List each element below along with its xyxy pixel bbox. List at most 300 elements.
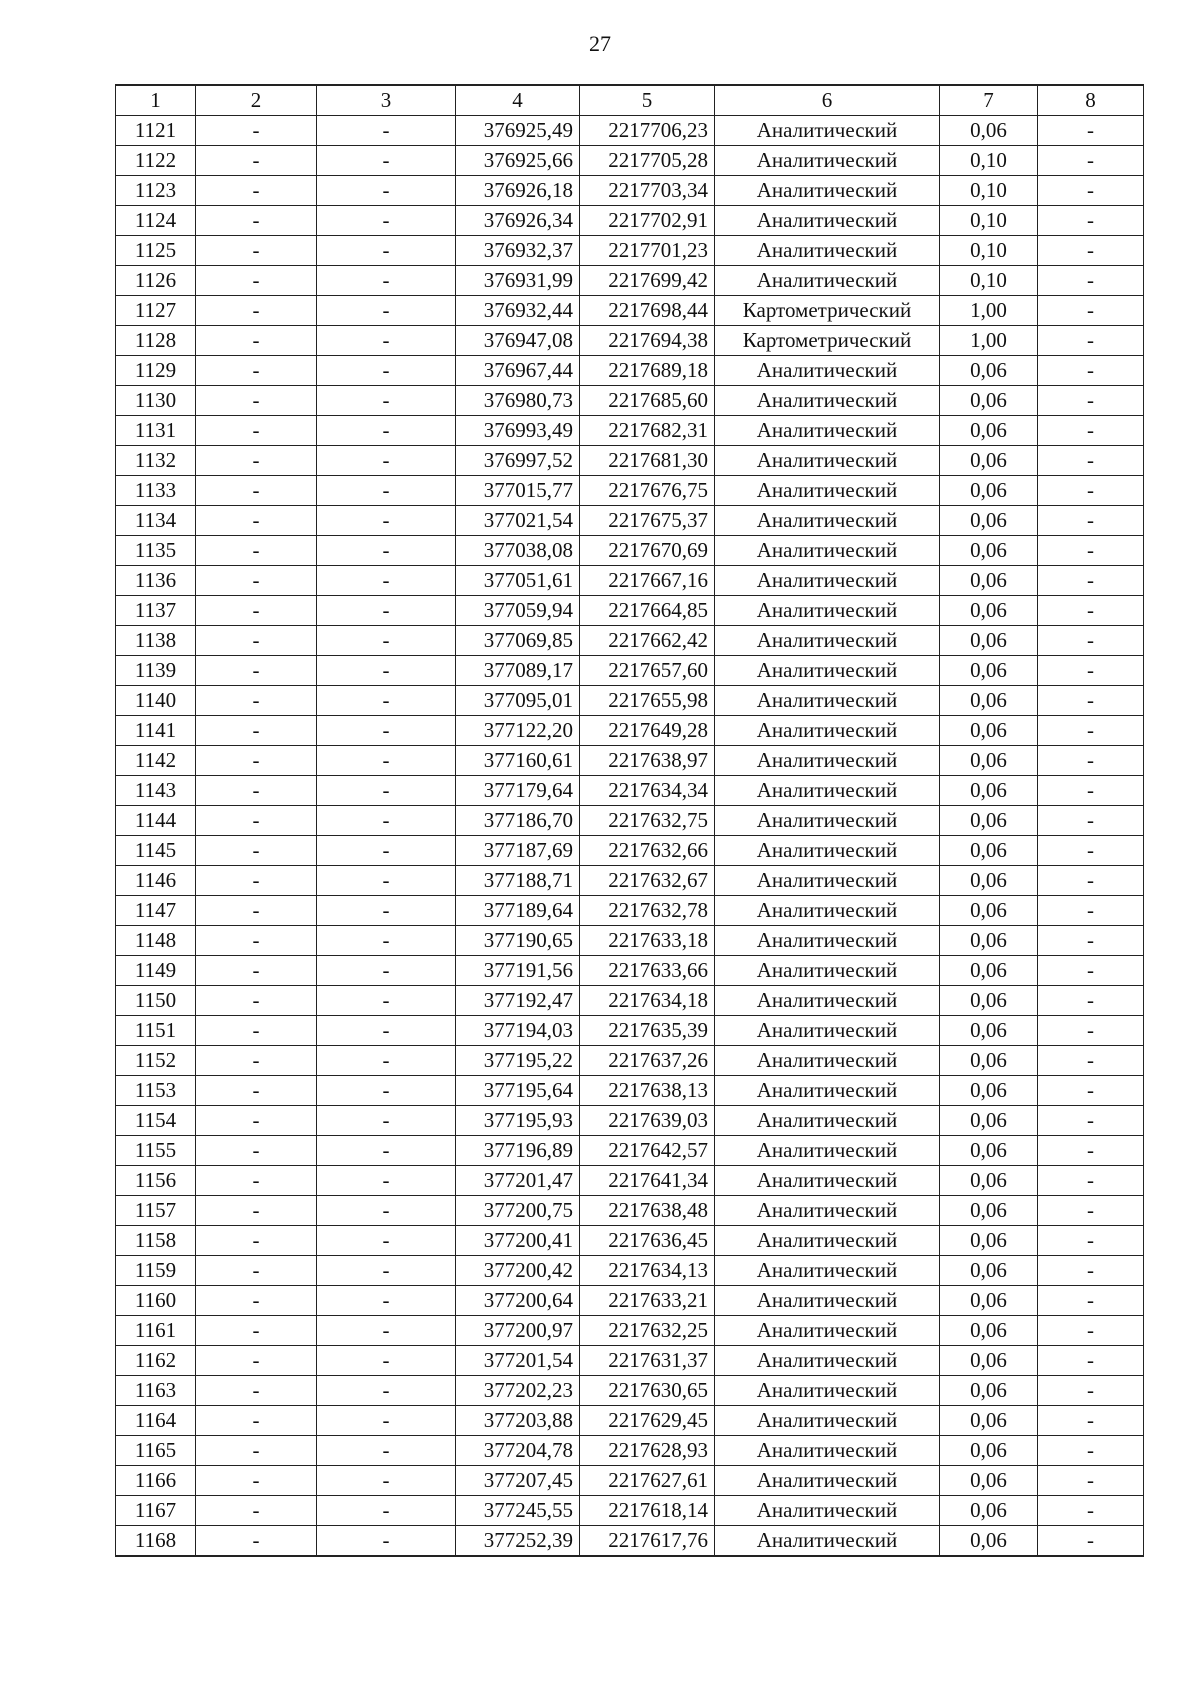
x-coordinate-cell: 376932,44 — [456, 296, 580, 326]
table-row — [116, 176, 1144, 206]
accuracy-cell: 0,06 — [940, 1436, 1038, 1466]
x-coordinate-cell: 377245,55 — [456, 1496, 580, 1526]
y-coordinate-cell: 2217634,18 — [580, 986, 715, 1016]
x-coordinate-cell: 377195,22 — [456, 1046, 580, 1076]
y-coordinate-cell: 2217618,14 — [580, 1496, 715, 1526]
x-coordinate-cell: 376931,99 — [456, 266, 580, 296]
x-coordinate-cell: 376925,66 — [456, 146, 580, 176]
point-number-cell: 1138 — [116, 626, 196, 656]
y-coordinate-cell: 2217641,34 — [580, 1166, 715, 1196]
col8-cell: - — [1038, 866, 1144, 896]
method-cell: Аналитический — [715, 1316, 940, 1346]
col8-cell: - — [1038, 716, 1144, 746]
y-coordinate-cell: 2217667,16 — [580, 566, 715, 596]
accuracy-cell: 0,06 — [940, 506, 1038, 536]
col2-cell: - — [196, 476, 317, 506]
col2-cell: - — [196, 1526, 317, 1557]
col8-cell: - — [1038, 776, 1144, 806]
col2-cell: - — [196, 716, 317, 746]
method-cell: Аналитический — [715, 896, 940, 926]
col3-cell: - — [317, 686, 456, 716]
col8-cell: - — [1038, 1286, 1144, 1316]
col3-cell: - — [317, 266, 456, 296]
col3-cell: - — [317, 626, 456, 656]
col2-cell: - — [196, 1106, 317, 1136]
table-row — [116, 836, 1144, 866]
x-coordinate-cell: 377069,85 — [456, 626, 580, 656]
method-cell: Аналитический — [715, 1016, 940, 1046]
col3-cell: - — [317, 956, 456, 986]
x-coordinate-cell: 376980,73 — [456, 386, 580, 416]
point-number-cell: 1158 — [116, 1226, 196, 1256]
col8-cell: - — [1038, 1256, 1144, 1286]
y-coordinate-cell: 2217633,66 — [580, 956, 715, 986]
accuracy-cell: 0,06 — [940, 836, 1038, 866]
col8-cell: - — [1038, 416, 1144, 446]
x-coordinate-cell: 376947,08 — [456, 326, 580, 356]
y-coordinate-cell: 2217634,13 — [580, 1256, 715, 1286]
point-number-cell: 1130 — [116, 386, 196, 416]
table-row — [116, 476, 1144, 506]
col2-cell: - — [196, 896, 317, 926]
x-coordinate-cell: 376926,18 — [456, 176, 580, 206]
y-coordinate-cell: 2217676,75 — [580, 476, 715, 506]
col8-cell: - — [1038, 596, 1144, 626]
x-coordinate-cell: 376967,44 — [456, 356, 580, 386]
accuracy-cell: 0,06 — [940, 1166, 1038, 1196]
table-row — [116, 416, 1144, 446]
method-cell: Аналитический — [715, 986, 940, 1016]
accuracy-cell: 0,06 — [940, 1466, 1038, 1496]
method-cell: Аналитический — [715, 146, 940, 176]
col3-cell: - — [317, 1496, 456, 1526]
method-cell: Аналитический — [715, 356, 940, 386]
point-number-cell: 1165 — [116, 1436, 196, 1466]
point-number-cell: 1153 — [116, 1076, 196, 1106]
accuracy-cell: 0,06 — [940, 956, 1038, 986]
table-body — [116, 116, 1144, 1557]
col3-cell: - — [317, 446, 456, 476]
accuracy-cell: 0,06 — [940, 1286, 1038, 1316]
col3-cell: - — [317, 1406, 456, 1436]
accuracy-cell: 0,06 — [940, 626, 1038, 656]
x-coordinate-cell: 377203,88 — [456, 1406, 580, 1436]
col2-cell: - — [196, 686, 317, 716]
col3-cell: - — [317, 506, 456, 536]
accuracy-cell: 0,06 — [940, 536, 1038, 566]
point-number-cell: 1147 — [116, 896, 196, 926]
col3-cell: - — [317, 236, 456, 266]
column-header: 8 — [1038, 85, 1144, 116]
col3-cell: - — [317, 416, 456, 446]
x-coordinate-cell: 377188,71 — [456, 866, 580, 896]
accuracy-cell: 1,00 — [940, 296, 1038, 326]
y-coordinate-cell: 2217636,45 — [580, 1226, 715, 1256]
col2-cell: - — [196, 146, 317, 176]
y-coordinate-cell: 2217627,61 — [580, 1466, 715, 1496]
y-coordinate-cell: 2217635,39 — [580, 1016, 715, 1046]
y-coordinate-cell: 2217637,26 — [580, 1046, 715, 1076]
col3-cell: - — [317, 1316, 456, 1346]
accuracy-cell: 0,06 — [940, 986, 1038, 1016]
method-cell: Аналитический — [715, 1406, 940, 1436]
col2-cell: - — [196, 1136, 317, 1166]
col3-cell: - — [317, 296, 456, 326]
method-cell: Картометрический — [715, 326, 940, 356]
point-number-cell: 1126 — [116, 266, 196, 296]
coordinates-table — [115, 84, 1144, 1557]
point-number-cell: 1161 — [116, 1316, 196, 1346]
table-row — [116, 506, 1144, 536]
method-cell: Аналитический — [715, 536, 940, 566]
table-row — [116, 1226, 1144, 1256]
col3-cell: - — [317, 356, 456, 386]
accuracy-cell: 0,06 — [940, 356, 1038, 386]
col2-cell: - — [196, 1196, 317, 1226]
x-coordinate-cell: 377204,78 — [456, 1436, 580, 1466]
col2-cell: - — [196, 1166, 317, 1196]
col8-cell: - — [1038, 1466, 1144, 1496]
point-number-cell: 1131 — [116, 416, 196, 446]
col8-cell: - — [1038, 536, 1144, 566]
col8-cell: - — [1038, 386, 1144, 416]
point-number-cell: 1135 — [116, 536, 196, 566]
point-number-cell: 1136 — [116, 566, 196, 596]
col2-cell: - — [196, 746, 317, 776]
point-number-cell: 1121 — [116, 116, 196, 146]
y-coordinate-cell: 2217670,69 — [580, 536, 715, 566]
x-coordinate-cell: 377202,23 — [456, 1376, 580, 1406]
table-row — [116, 1436, 1144, 1466]
col3-cell: - — [317, 986, 456, 1016]
col8-cell: - — [1038, 146, 1144, 176]
method-cell: Аналитический — [715, 566, 940, 596]
col2-cell: - — [196, 986, 317, 1016]
y-coordinate-cell: 2217694,38 — [580, 326, 715, 356]
point-number-cell: 1156 — [116, 1166, 196, 1196]
table-row — [116, 716, 1144, 746]
point-number-cell: 1168 — [116, 1526, 196, 1557]
col8-cell: - — [1038, 506, 1144, 536]
column-header: 1 — [116, 85, 196, 116]
col8-cell: - — [1038, 1496, 1144, 1526]
col2-cell: - — [196, 1256, 317, 1286]
x-coordinate-cell: 377189,64 — [456, 896, 580, 926]
y-coordinate-cell: 2217655,98 — [580, 686, 715, 716]
method-cell: Аналитический — [715, 806, 940, 836]
method-cell: Аналитический — [715, 596, 940, 626]
col3-cell: - — [317, 536, 456, 566]
point-number-cell: 1150 — [116, 986, 196, 1016]
column-header: 3 — [317, 85, 456, 116]
point-number-cell: 1122 — [116, 146, 196, 176]
accuracy-cell: 0,06 — [940, 1226, 1038, 1256]
method-cell: Аналитический — [715, 1436, 940, 1466]
y-coordinate-cell: 2217632,67 — [580, 866, 715, 896]
col8-cell: - — [1038, 686, 1144, 716]
accuracy-cell: 0,06 — [940, 1136, 1038, 1166]
method-cell: Аналитический — [715, 1526, 940, 1557]
accuracy-cell: 0,06 — [940, 866, 1038, 896]
column-header: 4 — [456, 85, 580, 116]
col2-cell: - — [196, 1226, 317, 1256]
method-cell: Аналитический — [715, 266, 940, 296]
x-coordinate-cell: 377179,64 — [456, 776, 580, 806]
method-cell: Аналитический — [715, 1466, 940, 1496]
method-cell: Аналитический — [715, 1196, 940, 1226]
col3-cell: - — [317, 1466, 456, 1496]
table-row — [116, 1496, 1144, 1526]
accuracy-cell: 0,06 — [940, 566, 1038, 596]
table-row — [116, 146, 1144, 176]
col2-cell: - — [196, 956, 317, 986]
table-row — [116, 326, 1144, 356]
x-coordinate-cell: 377200,41 — [456, 1226, 580, 1256]
method-cell: Аналитический — [715, 1346, 940, 1376]
col8-cell: - — [1038, 1346, 1144, 1376]
col2-cell: - — [196, 626, 317, 656]
x-coordinate-cell: 376993,49 — [456, 416, 580, 446]
point-number-cell: 1140 — [116, 686, 196, 716]
x-coordinate-cell: 376926,34 — [456, 206, 580, 236]
table-row — [116, 1466, 1144, 1496]
col3-cell: - — [317, 1046, 456, 1076]
point-number-cell: 1146 — [116, 866, 196, 896]
col3-cell: - — [317, 596, 456, 626]
y-coordinate-cell: 2217633,21 — [580, 1286, 715, 1316]
col2-cell: - — [196, 416, 317, 446]
col8-cell: - — [1038, 1436, 1144, 1466]
table-row — [116, 1376, 1144, 1406]
table-row — [116, 386, 1144, 416]
table-row — [116, 1286, 1144, 1316]
col8-cell: - — [1038, 1166, 1144, 1196]
accuracy-cell: 0,06 — [940, 806, 1038, 836]
col8-cell: - — [1038, 1076, 1144, 1106]
table-row — [116, 536, 1144, 566]
col8-cell: - — [1038, 296, 1144, 326]
point-number-cell: 1144 — [116, 806, 196, 836]
method-cell: Аналитический — [715, 1106, 940, 1136]
col3-cell: - — [317, 1166, 456, 1196]
col8-cell: - — [1038, 1376, 1144, 1406]
x-coordinate-cell: 377160,61 — [456, 746, 580, 776]
point-number-cell: 1164 — [116, 1406, 196, 1436]
table-row — [116, 746, 1144, 776]
accuracy-cell: 0,06 — [940, 116, 1038, 146]
point-number-cell: 1128 — [116, 326, 196, 356]
accuracy-cell: 0,06 — [940, 1346, 1038, 1376]
y-coordinate-cell: 2217628,93 — [580, 1436, 715, 1466]
point-number-cell: 1137 — [116, 596, 196, 626]
accuracy-cell: 0,06 — [940, 746, 1038, 776]
x-coordinate-cell: 377200,64 — [456, 1286, 580, 1316]
accuracy-cell: 0,06 — [940, 476, 1038, 506]
column-header: 7 — [940, 85, 1038, 116]
point-number-cell: 1148 — [116, 926, 196, 956]
accuracy-cell: 0,06 — [940, 1016, 1038, 1046]
x-coordinate-cell: 377191,56 — [456, 956, 580, 986]
x-coordinate-cell: 376997,52 — [456, 446, 580, 476]
col8-cell: - — [1038, 1106, 1144, 1136]
accuracy-cell: 0,10 — [940, 176, 1038, 206]
col2-cell: - — [196, 926, 317, 956]
method-cell: Аналитический — [715, 1286, 940, 1316]
table-row — [116, 656, 1144, 686]
y-coordinate-cell: 2217682,31 — [580, 416, 715, 446]
col2-cell: - — [196, 1376, 317, 1406]
x-coordinate-cell: 377207,45 — [456, 1466, 580, 1496]
accuracy-cell: 0,06 — [940, 776, 1038, 806]
method-cell: Аналитический — [715, 836, 940, 866]
col8-cell: - — [1038, 326, 1144, 356]
accuracy-cell: 0,06 — [940, 416, 1038, 446]
accuracy-cell: 0,06 — [940, 446, 1038, 476]
col2-cell: - — [196, 176, 317, 206]
method-cell: Аналитический — [715, 716, 940, 746]
col3-cell: - — [317, 836, 456, 866]
y-coordinate-cell: 2217631,37 — [580, 1346, 715, 1376]
y-coordinate-cell: 2217632,25 — [580, 1316, 715, 1346]
x-coordinate-cell: 377194,03 — [456, 1016, 580, 1046]
method-cell: Аналитический — [715, 1496, 940, 1526]
method-cell: Аналитический — [715, 626, 940, 656]
x-coordinate-cell: 377201,47 — [456, 1166, 580, 1196]
col8-cell: - — [1038, 926, 1144, 956]
col2-cell: - — [196, 386, 317, 416]
method-cell: Аналитический — [715, 656, 940, 686]
method-cell: Аналитический — [715, 746, 940, 776]
method-cell: Аналитический — [715, 776, 940, 806]
method-cell: Аналитический — [715, 926, 940, 956]
table-row — [116, 1016, 1144, 1046]
method-cell: Аналитический — [715, 1046, 940, 1076]
point-number-cell: 1155 — [116, 1136, 196, 1166]
y-coordinate-cell: 2217638,13 — [580, 1076, 715, 1106]
col3-cell: - — [317, 176, 456, 206]
x-coordinate-cell: 377122,20 — [456, 716, 580, 746]
col3-cell: - — [317, 716, 456, 746]
col8-cell: - — [1038, 1406, 1144, 1436]
col3-cell: - — [317, 1286, 456, 1316]
table-row — [116, 446, 1144, 476]
point-number-cell: 1142 — [116, 746, 196, 776]
table-row — [116, 1046, 1144, 1076]
table-row — [116, 1166, 1144, 1196]
y-coordinate-cell: 2217702,91 — [580, 206, 715, 236]
point-number-cell: 1129 — [116, 356, 196, 386]
x-coordinate-cell: 377187,69 — [456, 836, 580, 866]
point-number-cell: 1154 — [116, 1106, 196, 1136]
col3-cell: - — [317, 1226, 456, 1256]
accuracy-cell: 0,06 — [940, 1376, 1038, 1406]
col2-cell: - — [196, 776, 317, 806]
col2-cell: - — [196, 1466, 317, 1496]
accuracy-cell: 0,10 — [940, 236, 1038, 266]
y-coordinate-cell: 2217706,23 — [580, 116, 715, 146]
y-coordinate-cell: 2217675,37 — [580, 506, 715, 536]
table-row — [116, 1526, 1144, 1557]
table-row — [116, 776, 1144, 806]
y-coordinate-cell: 2217657,60 — [580, 656, 715, 686]
x-coordinate-cell: 377089,17 — [456, 656, 580, 686]
col3-cell: - — [317, 866, 456, 896]
y-coordinate-cell: 2217681,30 — [580, 446, 715, 476]
col2-cell: - — [196, 1406, 317, 1436]
accuracy-cell: 0,10 — [940, 266, 1038, 296]
page-number: 27 — [589, 31, 611, 56]
method-cell: Аналитический — [715, 1166, 940, 1196]
accuracy-cell: 0,06 — [940, 386, 1038, 416]
column-header: 5 — [580, 85, 715, 116]
x-coordinate-cell: 377195,64 — [456, 1076, 580, 1106]
accuracy-cell: 0,06 — [940, 1106, 1038, 1136]
col3-cell: - — [317, 776, 456, 806]
col3-cell: - — [317, 1076, 456, 1106]
header-row — [116, 85, 1144, 116]
point-number-cell: 1152 — [116, 1046, 196, 1076]
point-number-cell: 1123 — [116, 176, 196, 206]
col8-cell: - — [1038, 566, 1144, 596]
point-number-cell: 1160 — [116, 1286, 196, 1316]
col2-cell: - — [196, 596, 317, 626]
y-coordinate-cell: 2217642,57 — [580, 1136, 715, 1166]
point-number-cell: 1143 — [116, 776, 196, 806]
x-coordinate-cell: 377192,47 — [456, 986, 580, 1016]
table-row — [116, 896, 1144, 926]
col2-cell: - — [196, 1046, 317, 1076]
table-row — [116, 866, 1144, 896]
y-coordinate-cell: 2217632,75 — [580, 806, 715, 836]
accuracy-cell: 0,06 — [940, 656, 1038, 686]
column-header: 6 — [715, 85, 940, 116]
table-row — [116, 1076, 1144, 1106]
table-row — [116, 926, 1144, 956]
point-number-cell: 1139 — [116, 656, 196, 686]
col8-cell: - — [1038, 1316, 1144, 1346]
y-coordinate-cell: 2217703,34 — [580, 176, 715, 206]
col3-cell: - — [317, 386, 456, 416]
y-coordinate-cell: 2217634,34 — [580, 776, 715, 806]
x-coordinate-cell: 377252,39 — [456, 1526, 580, 1557]
col2-cell: - — [196, 836, 317, 866]
y-coordinate-cell: 2217685,60 — [580, 386, 715, 416]
col8-cell: - — [1038, 1136, 1144, 1166]
x-coordinate-cell: 377201,54 — [456, 1346, 580, 1376]
point-number-cell: 1157 — [116, 1196, 196, 1226]
x-coordinate-cell: 377021,54 — [456, 506, 580, 536]
col2-cell: - — [196, 446, 317, 476]
point-number-cell: 1145 — [116, 836, 196, 866]
table-row — [116, 1136, 1144, 1166]
y-coordinate-cell: 2217701,23 — [580, 236, 715, 266]
method-cell: Аналитический — [715, 1136, 940, 1166]
table-row — [116, 986, 1144, 1016]
col3-cell: - — [317, 926, 456, 956]
point-number-cell: 1125 — [116, 236, 196, 266]
method-cell: Аналитический — [715, 236, 940, 266]
x-coordinate-cell: 376932,37 — [456, 236, 580, 266]
col8-cell: - — [1038, 1526, 1144, 1557]
x-coordinate-cell: 377038,08 — [456, 536, 580, 566]
col3-cell: - — [317, 1376, 456, 1406]
accuracy-cell: 0,10 — [940, 206, 1038, 236]
col8-cell: - — [1038, 1196, 1144, 1226]
col8-cell: - — [1038, 476, 1144, 506]
y-coordinate-cell: 2217638,97 — [580, 746, 715, 776]
col8-cell: - — [1038, 1046, 1144, 1076]
col2-cell: - — [196, 1436, 317, 1466]
